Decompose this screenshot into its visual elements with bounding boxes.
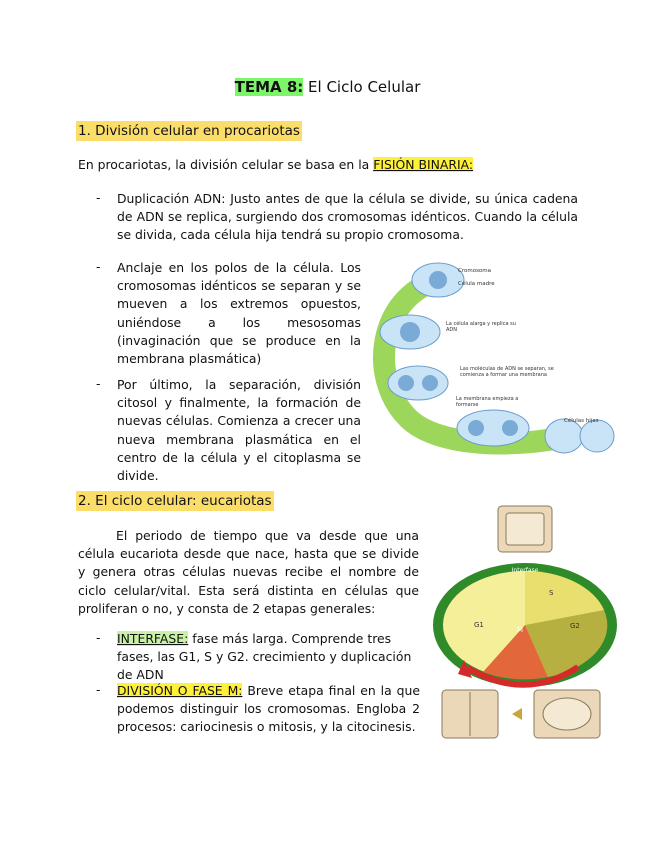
label-separate-box	[460, 366, 556, 394]
label-interfase: Interfase	[511, 567, 539, 574]
dna-left	[468, 420, 484, 436]
fision-binaria-term: FISIÓN BINARIA:	[373, 157, 474, 172]
bullet-interfase	[117, 630, 420, 685]
fase-m-text: Breve etapa final en la que podemos distinguir los cromosomas. Engloba 2 procesos: cariocinesis o mitosis, y la citocinesis.	[117, 683, 420, 735]
label-elongates-box	[446, 321, 516, 343]
daughter-cell-1	[545, 419, 583, 453]
section1-intro	[78, 156, 498, 174]
bullet-duplicacion: Duplicación ADN: Justo antes de que la célula se divide, su única cadena de ADN se replica, surgiendo dos cromosomas idénticos. Cuando la célula se divida, cada célula hija tendrá su propio cromosoma.	[117, 191, 578, 243]
daughter-cell-2	[580, 420, 614, 452]
label-parent-cell: Célula madre	[458, 281, 495, 287]
section1-heading: 1. División celular en procariotas	[78, 123, 300, 139]
label-g2: G2	[570, 622, 580, 630]
binary-fission-diagram	[368, 258, 616, 470]
dividing-cell	[457, 410, 529, 446]
section1-intro-text: En procariotas, la división celular se basa en la	[78, 157, 374, 172]
label-membrane-box	[456, 396, 526, 414]
bullet-anclaje: Anclaje en los polos de la célula. Los cromosomas idénticos se separan y se mueven a los extremos opuestos, uniéndose a los mesosomas (invaginación que se produce en la membrana plasmática)	[117, 260, 361, 367]
section2-paragraph: El periodo de tiempo que va desde que una célula eucariota desde que nace, hasta que se divide y genera otras células nuevas recibe el nombre de ciclo celular/vital. Esta será distinta en células que proliferan o no, y consta de 2 etapas generales:	[78, 528, 419, 616]
chromosome	[429, 271, 447, 289]
fase-m-term: DIVISIÓN O FASE M:	[117, 683, 243, 698]
bullet-fase-m	[117, 682, 420, 737]
interfase-text: fase más larga. Comprende tres fases, las G1, S y G2. crecimiento y duplicación de ADN	[117, 631, 412, 683]
bullet-dash: -	[96, 259, 101, 274]
dna-right	[502, 420, 518, 436]
label-membrane: La membrana empieza a formarse	[456, 396, 519, 408]
title-highlight: TEMA 8:	[234, 78, 304, 96]
bullet-dash: -	[96, 190, 101, 205]
label-g1: G1	[474, 621, 484, 629]
page-title	[0, 78, 655, 96]
mitotic-cell	[543, 698, 591, 730]
label-chromosome: Cromosoma	[458, 268, 492, 274]
interfase-term: INTERFASE:	[117, 631, 189, 646]
transition-arrow	[512, 708, 522, 720]
replicated-dna	[400, 322, 420, 342]
label-elongates: La célula alarga y replica su ADN	[446, 321, 516, 333]
label-s: S	[549, 589, 554, 597]
label-m: M	[517, 626, 524, 634]
cell-cycle-diagram	[428, 502, 624, 746]
cell-image-top-inner	[506, 513, 544, 545]
title-rest: El Ciclo Celular	[303, 78, 421, 96]
label-daughters: Células hijas	[564, 418, 599, 424]
separating-cell	[388, 366, 448, 400]
bullet-dash: -	[96, 682, 101, 697]
dna-copy-left	[398, 375, 414, 391]
dna-copy-right	[422, 375, 438, 391]
bullet-dash: -	[96, 376, 101, 391]
label-separate: Las moléculas de ADN se separan, se comienza a formar una membrana	[460, 366, 554, 378]
bullet-separacion: Por último, la separación, división citosol y finalmente, la formación de nuevas células. Comienza a crecer una nueva membrana plasmática en el centro de la célula y el citoplasma se divide.	[117, 377, 361, 484]
section2-heading: 2. El ciclo celular: eucariotas	[78, 493, 272, 509]
bullet-dash: -	[96, 630, 101, 645]
